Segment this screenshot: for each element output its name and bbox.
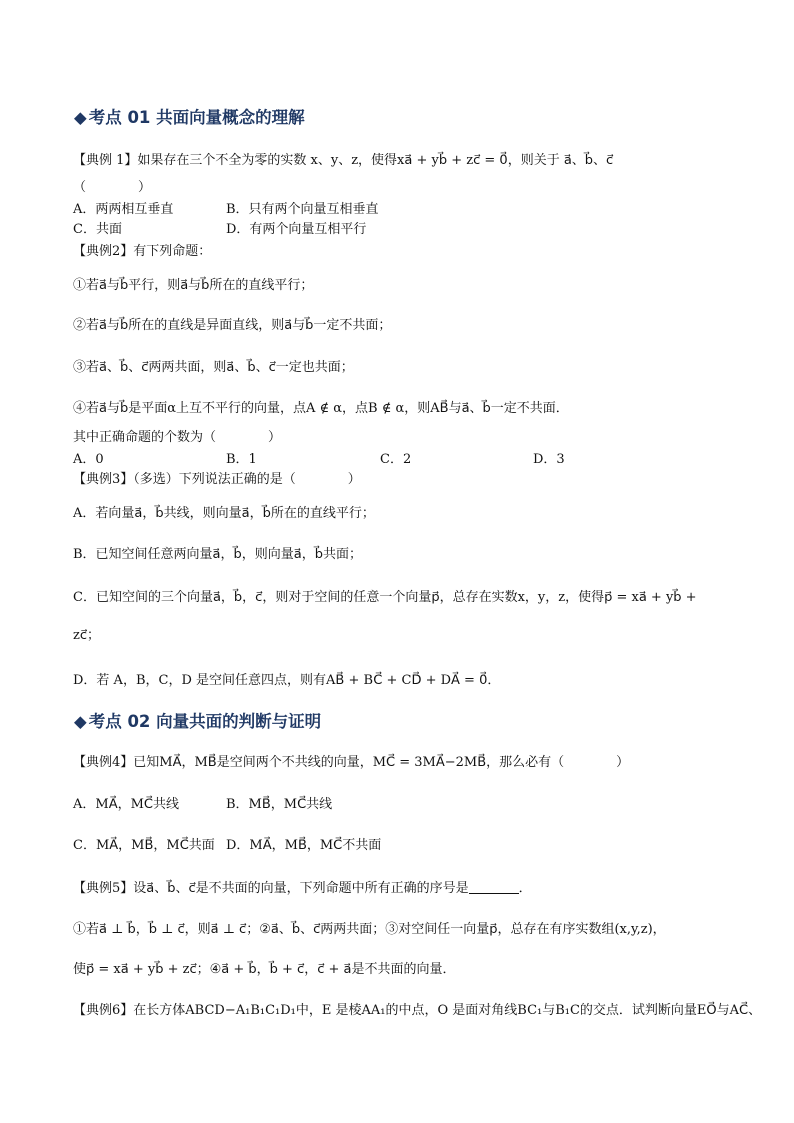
example-1-option-b: B．只有两个向量互相垂直 xyxy=(226,202,379,217)
example-2-option-d: D．3 xyxy=(533,452,565,467)
example-1-option-d: D．有两个向量互相平行 xyxy=(226,222,367,237)
example-2-prompt: 其中正确命题的个数为（ ） xyxy=(73,430,282,445)
section-heading-1 xyxy=(74,104,305,128)
example-5-line-2: 使p⃗ = xa⃗ + yb⃗ + zc⃗；④a⃗ + b⃗，b⃗ + c⃗，c⃗ + a⃗是不共面的向量． xyxy=(73,962,456,977)
example-3-option-a: A．若向量a⃗，b⃗共线，则向量a⃗，b⃗所在的直线平行； xyxy=(73,506,375,521)
example-2-proposition-4: ④若a⃗与b⃗是平面α上互不平行的向量，点A ∉ α，点B ∉ α，则AB⃗与a⃗、b⃗一定不共面． xyxy=(73,401,569,416)
diamond-icon: ◆ xyxy=(74,712,87,731)
example-2-option-b: B．1 xyxy=(226,452,257,467)
example-4-option-b: B．MB⃗，MC⃗共线 xyxy=(226,797,333,812)
example-2-question: 【典例2】有下列命题： xyxy=(73,244,212,259)
example-5-end: ． xyxy=(518,881,532,896)
example-4-option-a: A．MA⃗，MC⃗共线 xyxy=(73,797,179,812)
example-2-option-c: C．2 xyxy=(380,452,412,467)
example-1-option-c: C．共面 xyxy=(73,222,122,237)
example-5-line-1: ①若a⃗ ⊥ b⃗，b⃗ ⊥ c⃗，则a⃗ ⊥ c⃗；②a⃗、b⃗、c⃗两两共面；③对空间任一向量p⃗，总存在有序实数组(x,y,z)， xyxy=(73,922,666,937)
example-2-proposition-2: ②若a⃗与b⃗所在的直线是异面直线，则a⃗与b⃗一定不共面； xyxy=(73,318,392,333)
example-3-question: 【典例3】（多选）下列说法正确的是（ ） xyxy=(73,472,361,487)
answer-blank xyxy=(469,881,519,894)
example-5-question xyxy=(73,881,532,897)
example-6-question: 【典例6】在长方体ABCD−A₁B₁C₁D₁中，E 是棱AA₁的中点，O 是面对角线BC₁与B₁C的交点．试判断向量EO⃗与AC⃗、 xyxy=(73,1003,762,1018)
example-2-proposition-1: ①若a⃗与b⃗平行，则a⃗与b⃗所在的直线平行； xyxy=(73,278,314,293)
example-1-paren: （ ） xyxy=(73,180,152,195)
section-heading-2 xyxy=(74,708,321,732)
example-5-text: 【典例5】设a⃗、b⃗、c⃗是不共面的向量，下列命题中所有正确的序号是 xyxy=(73,881,469,896)
section-title: 考点 01 共面向量概念的理解 xyxy=(88,108,305,127)
example-2-option-a: A．0 xyxy=(73,452,104,467)
example-3-option-c-line-2: zc⃗； xyxy=(73,628,100,643)
example-1-option-a: A．两两相互垂直 xyxy=(73,202,174,217)
example-3-option-b: B．已知空间任意两向量a⃗，b⃗，则向量a⃗，b⃗共面； xyxy=(73,547,362,562)
example-3-option-c-line-1: C．已知空间的三个向量a⃗，b⃗，c⃗，则对于空间的任意一个向量p⃗，总存在实数x，y，z，使得p⃗ = xa⃗ + yb⃗ + xyxy=(73,590,697,605)
example-4-option-c: C．MA⃗，MB⃗，MC⃗共面 xyxy=(73,838,215,853)
example-2-proposition-3: ③若a⃗、b⃗、c⃗两两共面，则a⃗、b⃗、c⃗一定也共面； xyxy=(73,360,354,375)
example-4-question: 【典例4】已知MA⃗，MB⃗是空间两个不共线的向量，MC⃗ = 3MA⃗−2MB⃗，那么必有（ ） xyxy=(73,755,630,770)
example-4-option-d: D．MA⃗，MB⃗，MC⃗不共面 xyxy=(226,838,382,853)
example-3-option-d: D．若 A，B，C，D 是空间任意四点，则有AB⃗ + BC⃗ + CD⃗ + DA⃗ = 0⃗． xyxy=(73,673,501,688)
section-title: 考点 02 向量共面的判断与证明 xyxy=(88,712,322,731)
example-1-question: 【典例 1】如果存在三个不全为零的实数 x、y、z，使得xa⃗ + yb⃗ + zc⃗ = 0⃗，则关于 a⃗、b⃗、c⃗ xyxy=(73,153,614,168)
diamond-icon: ◆ xyxy=(74,108,87,127)
